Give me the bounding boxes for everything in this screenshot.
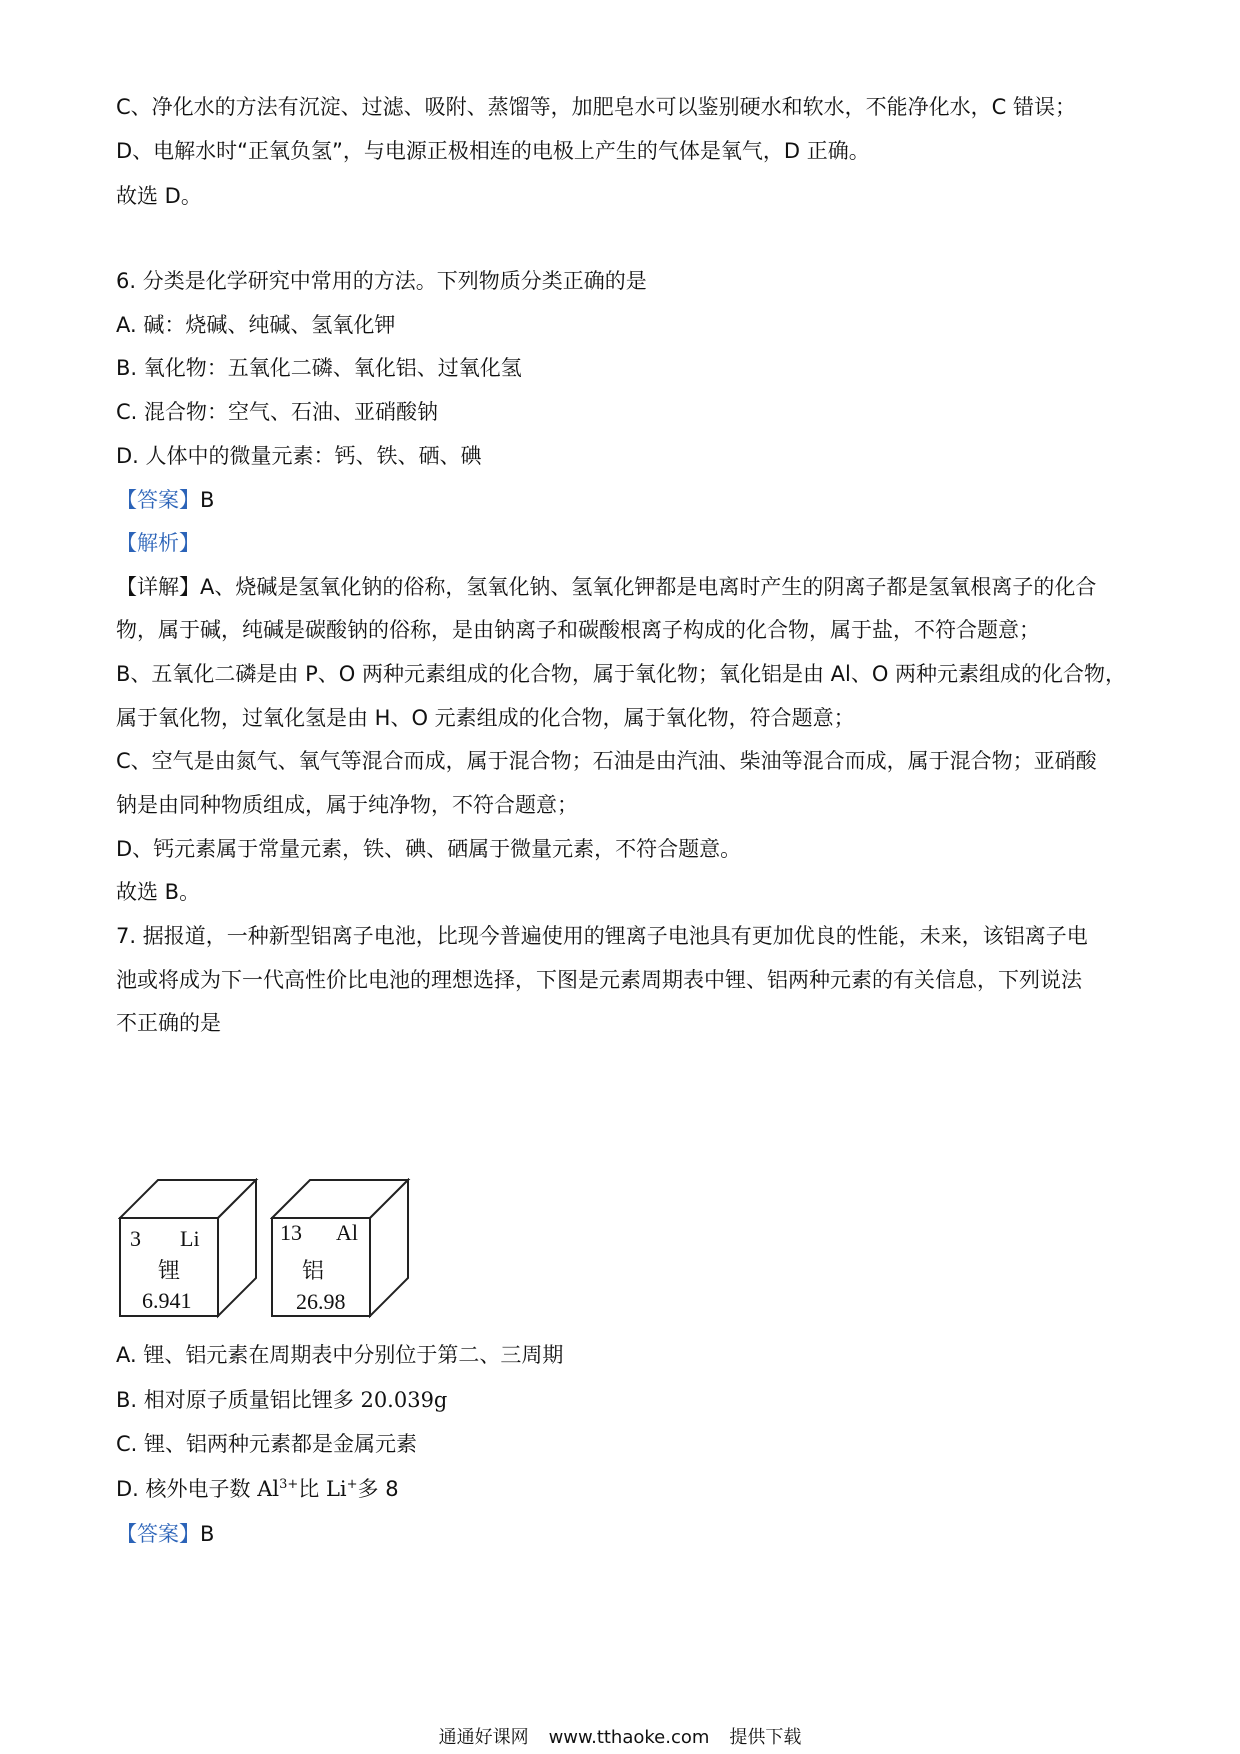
q6-option-a: A. 碱：烧碱、纯碱、氢氧化钾 <box>116 313 396 337</box>
q7-option-d-prefix: D. 核外电子数 <box>116 1477 251 1501</box>
q6-analysis-tag <box>116 528 1136 558</box>
q7-stem-line-3: 不正确的是 <box>116 1011 221 1035</box>
q7-stem-line-1: 7. 据报道，一种新型铝离子电池，比现今普遍使用的锂离子电池具有更加优良的性能，未来，该铝离子电 <box>116 924 1088 948</box>
q6-answer <box>116 485 1136 515</box>
q6-detail-line-4: 属于氧化物，过氧化氢是由 H、O 元素组成的化合物，属于氧化物，符合题意； <box>116 706 855 730</box>
q7-option-d <box>116 1474 1136 1504</box>
answer-tag: 【答案】 <box>116 1522 200 1546</box>
q6-option-c: C. 混合物：空气、石油、亚硝酸钠 <box>116 400 439 424</box>
q6-detail-line-6: 钠是由同种物质组成，属于纯净物，不符合题意； <box>116 793 578 817</box>
q6-option-d: D. 人体中的微量元素：钙、铁、硒、碘 <box>116 444 482 468</box>
answer-value: B <box>200 1522 215 1546</box>
q6-detail-line-7: D、钙元素属于常量元素，铁、碘、硒属于微量元素，不符合题意。 <box>116 837 742 861</box>
q7-stem-line-2: 池或将成为下一代高性价比电池的理想选择，下图是元素周期表中锂、铝两种元素的有关信息，下列说法 <box>116 968 1082 992</box>
al-ion-symbol: Al <box>257 1477 280 1501</box>
q7-answer <box>116 1519 1136 1549</box>
detail-text: A、烧碱是氢氧化钠的俗称，氢氧化钠、氢氧化钾都是电离时产生的阴离子都是氢氧根离子的化合 <box>200 575 1097 599</box>
li-symbol: Li <box>180 1226 200 1251</box>
q7-option-b-text: B. 相对原子质量铝比锂多 <box>116 1388 354 1412</box>
q6-detail-line-3: B、五氧化二磷是由 P、O 两种元素组成的化合物，属于氧化物；氧化铝是由 Al、O 两种元素组成的化合物， <box>116 662 1127 686</box>
q7-option-b <box>116 1385 1136 1415</box>
al-atomic-mass: 26.98 <box>296 1289 346 1314</box>
page-footer <box>0 1726 1240 1750</box>
q6-detail-line-1 <box>116 572 1136 602</box>
li-name: 锂 <box>158 1259 181 1284</box>
q7-option-d-mid: 比 <box>298 1477 320 1501</box>
li-ion-symbol: Li <box>325 1477 347 1501</box>
q6-option-b: B. 氧化物：五氧化二磷、氧化铝、过氧化氢 <box>116 356 522 380</box>
q6-detail-line-2: 物，属于碱，纯碱是碳酸钠的俗称，是由钠离子和碳酸根离子构成的化合物，属于盐，不符合题意； <box>116 618 1040 642</box>
q7-option-c: C. 锂、铝两种元素都是金属元素 <box>116 1432 418 1456</box>
element-card-lithium <box>118 1178 260 1320</box>
prev-option-c-explanation: C、净化水的方法有沉淀、过滤、吸附、蒸馏等，加肥皂水可以鉴别硬水和软水，不能净化水，C 错误； <box>116 95 1076 119</box>
li-ion-charge: + <box>346 1477 358 1492</box>
detail-tag: 【详解】 <box>116 575 200 599</box>
al-ion-charge: 3+ <box>279 1477 299 1492</box>
al-name: 铝 <box>302 1259 325 1284</box>
prev-option-d-explanation: D、电解水时“正氧负氢”，与电源正极相连的电极上产生的气体是氧气，D 正确。 <box>116 139 870 163</box>
answer-value: B <box>200 488 215 512</box>
element-card-aluminium <box>270 1178 412 1320</box>
q6-conclusion: 故选 B。 <box>116 880 201 904</box>
al-atomic-number: 13 <box>280 1220 302 1245</box>
li-atomic-number: 3 <box>130 1226 141 1251</box>
footer-site-name: 通通好课网 <box>438 1727 529 1748</box>
q7-option-d-suffix: 多 8 <box>357 1477 399 1501</box>
q7-option-b-value: 20.039g <box>360 1388 448 1412</box>
footer-url[interactable]: www.tthaoke.com <box>548 1727 710 1748</box>
q6-detail-line-5: C、空气是由氮气、氧气等混合而成，属于混合物；石油是由汽油、柴油等混合而成，属于混合物；亚硝酸 <box>116 749 1097 773</box>
footer-note: 提供下载 <box>729 1727 802 1748</box>
analysis-tag: 【解析】 <box>116 531 200 555</box>
q6-stem: 6. 分类是化学研究中常用的方法。下列物质分类正确的是 <box>116 269 647 293</box>
al-symbol: Al <box>336 1220 358 1245</box>
answer-tag: 【答案】 <box>116 488 200 512</box>
li-atomic-mass: 6.941 <box>142 1288 192 1313</box>
q7-option-a: A. 锂、铝元素在周期表中分别位于第二、三周期 <box>116 1343 564 1367</box>
prev-conclusion: 故选 D。 <box>116 184 202 208</box>
